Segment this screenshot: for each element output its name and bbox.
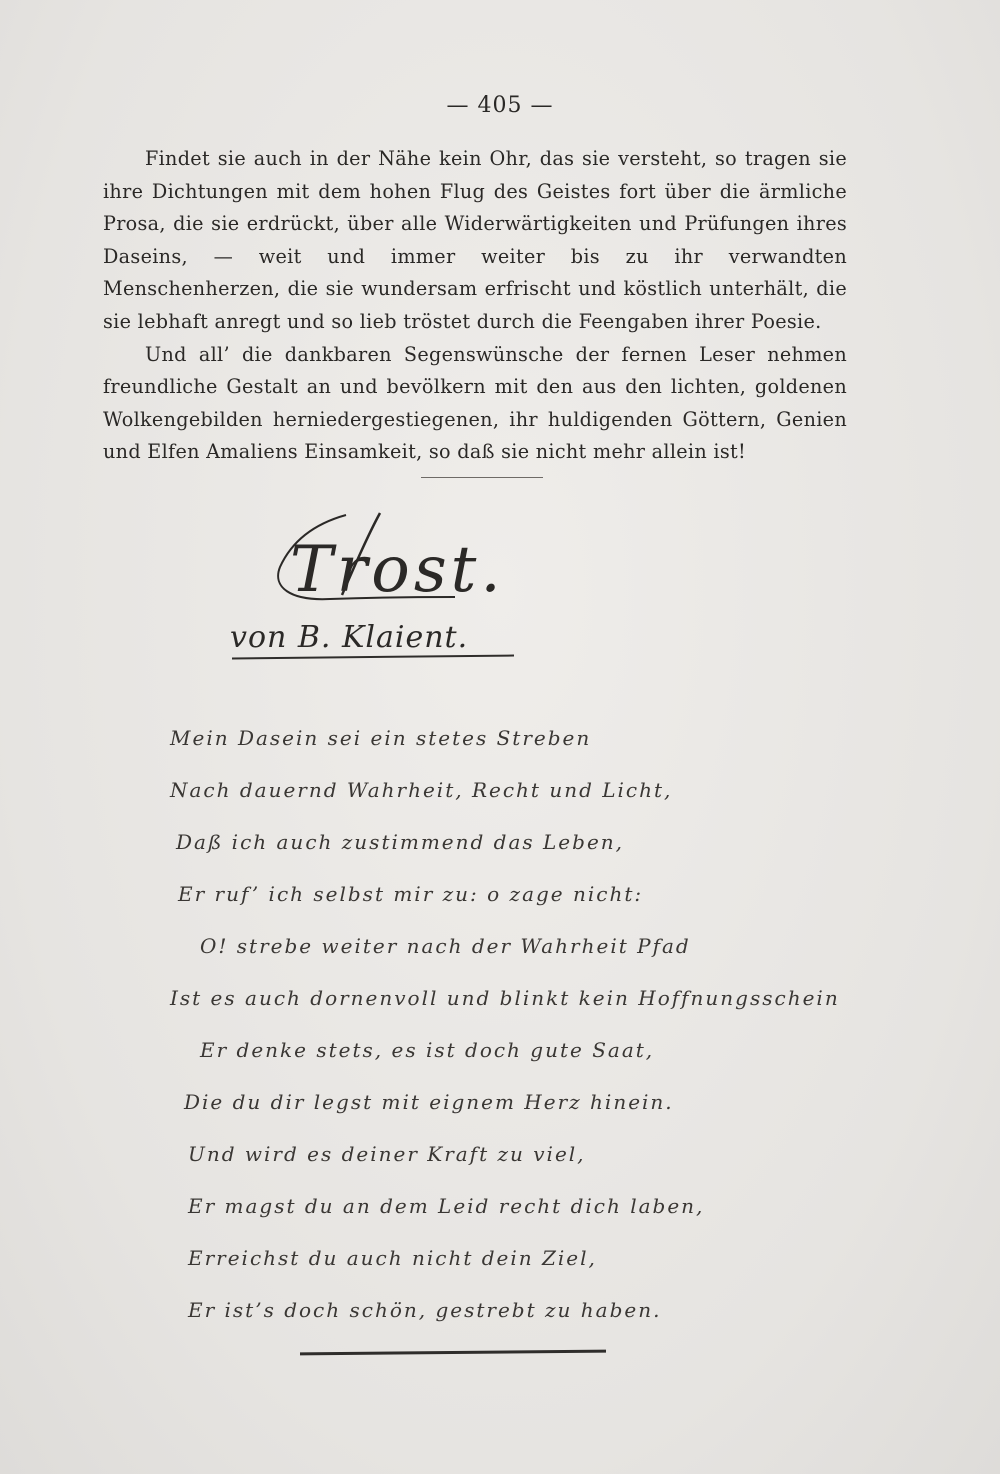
poem-line: Ist es auch dornenvoll und blinkt kein Hoffnungsschein xyxy=(170,986,840,1010)
poem-line: Erreichst du auch nicht dein Ziel, xyxy=(188,1246,597,1270)
prose-paragraph: Findet sie auch in der Nähe kein Ohr, das sie versteht, so tragen sie ihre Dichtungen mit dem hohen Flug des Geistes fort über die ärmliche Prosa, die sie erdrückt, über alle Widerwärtigkeiten und Prüfungen ihres Daseins, — weit und immer weiter bis zu ihr verwandten Menschenherzen, die sie wundersam erfrischt und köstlich unterhält, die sie lebhaft anregt und so lieb tröstet durch die Feengaben ihrer Poesie. xyxy=(103,147,847,333)
poem-line: Mein Dasein sei ein stetes Streben xyxy=(170,726,592,750)
byline-underline xyxy=(232,655,514,660)
poem-line: Er ruf’ ich selbst mir zu: o zage nicht: xyxy=(178,882,644,906)
poem-line: Er denke stets, es ist doch gute Saat, xyxy=(200,1038,655,1062)
poem-line: O! strebe weiter nach der Wahrheit Pfad xyxy=(200,934,691,958)
poem-line: Nach dauernd Wahrheit, Recht und Licht, xyxy=(170,778,673,802)
poem-title: Trost. xyxy=(290,533,505,607)
poem-line: Die du dir legst mit eignem Herz hinein. xyxy=(184,1090,674,1114)
end-divider xyxy=(300,1350,606,1356)
poem-line: Daß ich auch zustimmend das Leben, xyxy=(176,830,625,854)
poem-line: Er magst du an dem Leid recht dich laben, xyxy=(188,1194,705,1218)
poem-line: Er ist’s doch schön, gestrebt zu haben. xyxy=(188,1298,662,1322)
prose-paragraph: Und all’ die dankbaren Segenswünsche der fernen Leser nehmen freundliche Gestalt an und bevölkern mit den aus den lichten, goldenen Wolkengebilden herniedergestiegenen, ihr huldigenden Göttern, Genien und Elfen Amaliens Einsamkeit, so daß sie nicht mehr allein ist! xyxy=(103,342,847,464)
poem-byline-block xyxy=(230,620,530,660)
section-divider xyxy=(421,477,543,478)
prose-text xyxy=(103,143,847,469)
page-number: — 405 — xyxy=(446,93,554,118)
poem-line: Und wird es deiner Kraft zu viel, xyxy=(188,1142,586,1166)
poem-title-block xyxy=(250,505,610,615)
poem-byline: von B. Klaient. xyxy=(230,620,469,655)
poem-body xyxy=(170,720,840,1344)
